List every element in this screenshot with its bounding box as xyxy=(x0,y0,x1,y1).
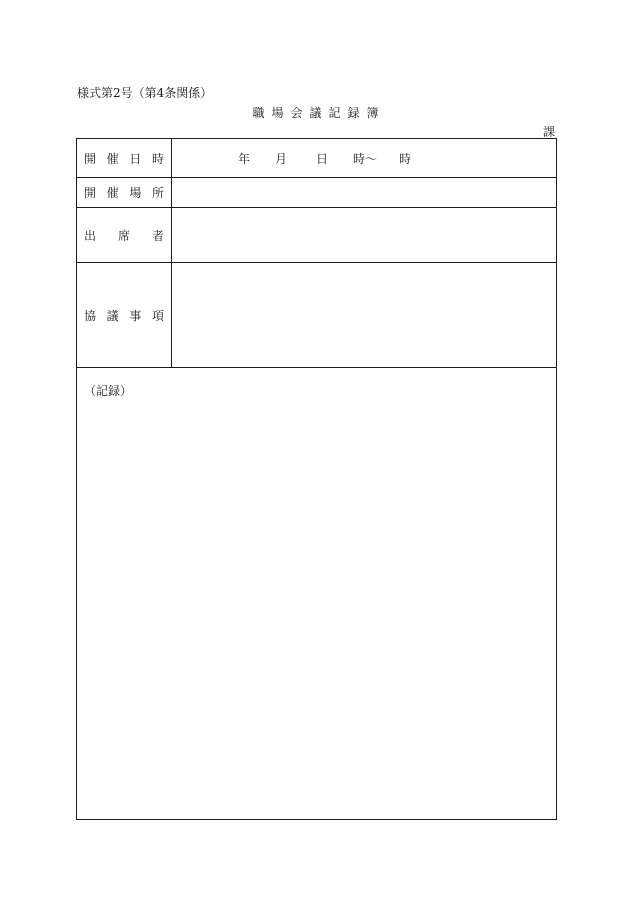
unit-hour-to: 時 xyxy=(399,151,412,166)
document-title: 職場会議記録簿 xyxy=(252,106,386,120)
label-date-time: 開催日時 xyxy=(77,139,172,177)
unit-hour-from: 時〜 xyxy=(353,151,378,166)
row-date-time xyxy=(77,139,556,178)
record-area[interactable] xyxy=(77,368,556,819)
field-agenda[interactable] xyxy=(172,263,556,367)
row-venue xyxy=(77,178,556,208)
field-venue[interactable] xyxy=(172,178,556,207)
label-venue: 開催場所 xyxy=(77,178,172,207)
unit-month: 月 xyxy=(275,151,288,166)
field-attendees[interactable] xyxy=(172,208,556,262)
form-number: 様式第2号（第4条関係） xyxy=(77,86,213,100)
meeting-record-form xyxy=(76,138,557,820)
date-time-template xyxy=(238,150,411,167)
row-agenda xyxy=(77,263,556,368)
label-attendees: 出席者 xyxy=(77,208,172,262)
unit-day: 日 xyxy=(316,151,329,166)
record-label: （記録） xyxy=(84,384,133,398)
row-attendees xyxy=(77,208,556,263)
field-date-time[interactable] xyxy=(172,139,556,177)
unit-year: 年 xyxy=(238,151,251,166)
label-agenda: 協議事項 xyxy=(77,263,172,367)
department-suffix: 課 xyxy=(543,125,556,139)
